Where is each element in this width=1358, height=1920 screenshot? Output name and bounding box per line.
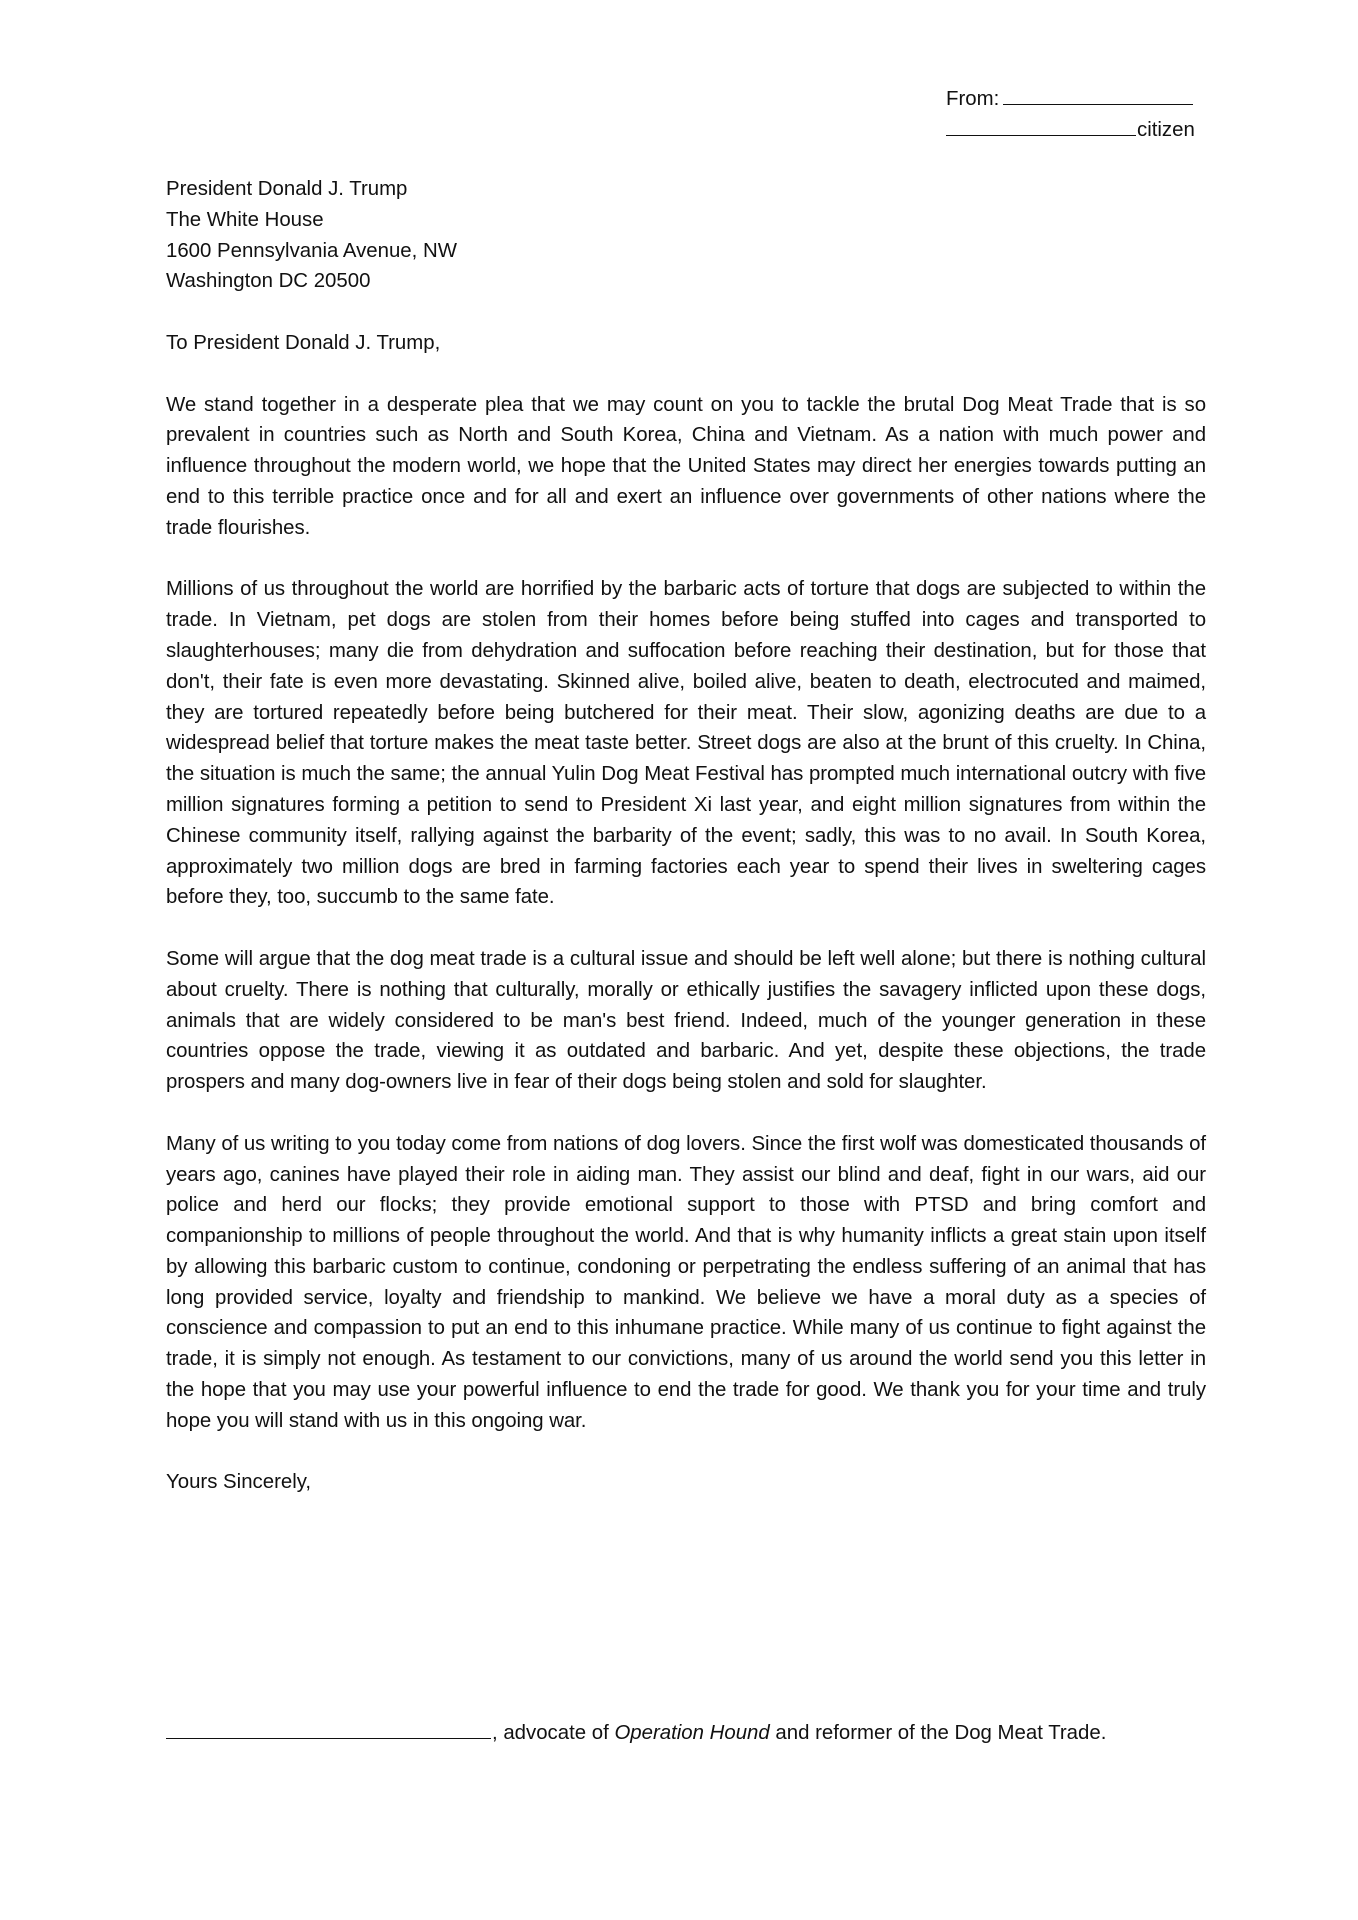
- paragraph: We stand together in a desperate plea that we may count on you to tackle the brutal Dog Meat Trade that is so prevalent in countries such as North and South Korea, China and Vietnam. As a nation with much power and influence throughout the modern world, we hope that the United States may direct her energies towards putting an end to this terrible practice once and for all and exert an influence over governments of other nations where the trade flourishes.: [166, 393, 1206, 539]
- citizen-line: [946, 115, 1206, 146]
- signature-suffix: and reformer of the Dog Meat Trade.: [769, 1722, 1107, 1744]
- address-line: The White House: [166, 208, 324, 231]
- paragraph: Many of us writing to you today come from nations of dog lovers. Since the first wolf was domesticated thousands of years ago, canines have played their role in aiding man. They assist our blind and deaf, fight in our wars, aid our police and herd our flocks; they provide emotional support to those with PTSD and bring comfort and companionship to millions of people throughout the world. And that is why humanity inflicts a great stain upon itself by allowing this barbaric custom to continue, condoning or perpetrating the endless suffering of an animal that has long provided service, loyalty and friendship to mankind. We believe we have a moral duty as a species of conscience and compassion to put an end to this inhumane practice. While many of us continue to fight against the trade, it is simply not enough. As testament to our convictions, many of us around the world send you this letter in the hope that you may use your powerful influence to end the trade for good. We thank you for your time and truly hope you will stand with us in this ongoing war.: [166, 1132, 1206, 1432]
- from-label: From:: [946, 88, 1000, 110]
- from-blank: [1003, 84, 1193, 105]
- signature-blank: [166, 1718, 491, 1739]
- signature-prefix: , advocate of: [492, 1722, 615, 1744]
- address-line: President Donald J. Trump: [166, 178, 408, 200]
- address-line: 1600 Pennsylvania Avenue, NW: [166, 239, 457, 262]
- citizen-blank: [946, 115, 1136, 136]
- organization-name: Operation Hound: [614, 1722, 770, 1744]
- closing: Yours Sincerely,: [166, 1471, 312, 1494]
- citizen-label: citizen: [1137, 118, 1195, 141]
- salutation: To President Donald J. Trump,: [166, 331, 441, 354]
- from-line: [946, 84, 1206, 115]
- signature-line: [166, 1718, 1226, 1749]
- paragraph: Millions of us throughout the world are horrified by the barbaric acts of torture that dogs are subjected to within the trade. In Vietnam, pet dogs are stolen from their homes before being stuffed into cages and transported to slaughterhouses; many die from dehydration and suffocation before reaching their destination, but for those that don't, their fate is even more devastating. Skinned alive, boiled alive, beaten to death, electrocuted and maimed, they are tortured repeatedly before being butchered for their meat. Their slow, agonizing deaths are due to a widespread belief that torture makes the meat taste better. Street dogs are also at the brunt of this cruelty. In China, the situation is much the same; the annual Yulin Dog Meat Festival has prompted much international outcry with five million signatures forming a petition to send to President Xi last year, and eight million signatures from within the Chinese community itself, rallying against the barbarity of the event; sadly, this was to no avail. In South Korea, approximately two million dogs are bred in farming factories each year to spend their lives in sweltering cages before they, too, succumb to the same fate.: [166, 578, 1206, 909]
- sender-block: [946, 84, 1206, 146]
- address-line: Washington DC 20500: [166, 270, 371, 293]
- letter-body: [166, 174, 1206, 1498]
- paragraph: Some will argue that the dog meat trade is a cultural issue and should be left well alone; but there is nothing cultural about cruelty. There is nothing that culturally, morally or ethically justifies the savagery inflicted upon these dogs, animals that are widely considered to be man's best friend. Indeed, much of the younger generation in these countries oppose the trade, viewing it as outdated and barbaric. And yet, despite these objections, the trade prospers and many dog-owners live in fear of their dogs being stolen and sold for slaughter.: [166, 947, 1206, 1094]
- recipient-address: [166, 174, 1206, 297]
